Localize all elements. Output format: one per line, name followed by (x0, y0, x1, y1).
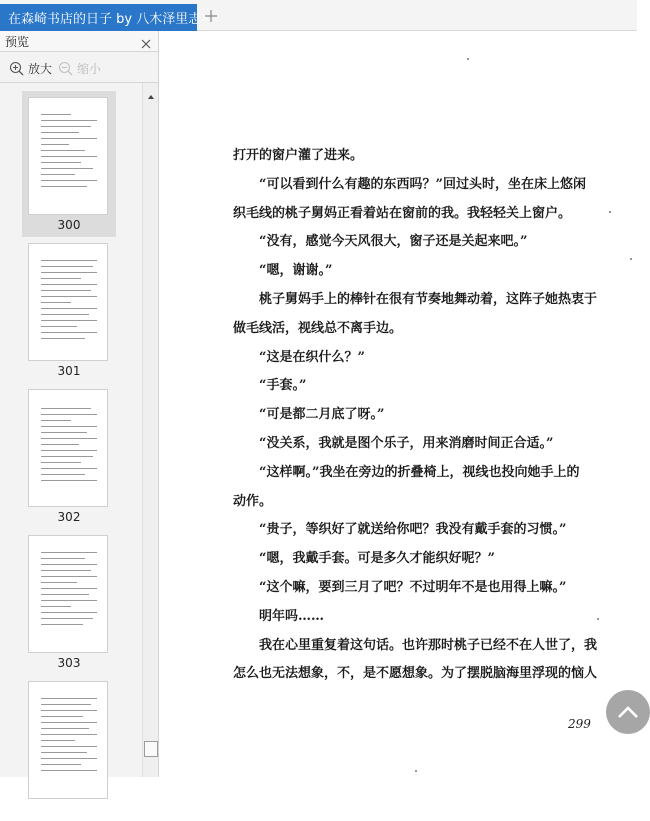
page-thumbnail-300[interactable] (22, 91, 116, 237)
zoom-in-button[interactable] (9, 60, 52, 77)
text-line: “可以看到什么有趣的东西吗？”回过头时，坐在床上悠闲 (259, 177, 586, 192)
tab-bar (0, 0, 637, 31)
sidebar-close-icon[interactable] (140, 35, 152, 47)
text-line: “这个嘛，要到三月了吧？不过明年不是也用得上嘛。” (259, 580, 567, 595)
thumbnail-scrollbar[interactable] (142, 83, 158, 777)
scroll-up-arrow-icon[interactable] (146, 87, 156, 97)
text-line: “嗯，谢谢。” (259, 263, 333, 278)
text-line: “贵子，等织好了就送给你吧？我没有戴手套的习惯。” (259, 522, 567, 537)
sidebar-title: 预览 (5, 35, 30, 49)
page-thumbnail-302[interactable] (22, 383, 116, 529)
text-line: “可是都二月底了呀。” (259, 407, 385, 422)
text-line: 做毛线活，视线总不离手边。 (233, 321, 403, 336)
scrollbar-thumb[interactable] (144, 741, 158, 757)
thumbnail-page-image (28, 535, 108, 653)
thumbnail-label: 301 (57, 364, 81, 378)
back-to-top-button[interactable] (606, 690, 650, 734)
text-line: “这样啊。”我坐在旁边的折叠椅上，视线也投向她手上的 (259, 465, 580, 480)
page-thumbnail-303[interactable] (22, 529, 116, 675)
text-line: “手套。” (259, 378, 307, 393)
text-line: 织毛线的桃子舅妈正看着站在窗前的我。我轻轻关上窗户。 (233, 206, 572, 221)
thumbnail-page-image (28, 681, 108, 799)
new-tab-plus-icon[interactable] (202, 7, 220, 25)
thumbnail-label: 302 (57, 510, 81, 524)
thumbnail-page-image (28, 97, 108, 215)
text-line: 怎么也无法想象，不，是不愿想象。为了摆脱脑海里浮现的恼人 (233, 666, 598, 681)
thumbnail-label: 303 (57, 656, 81, 670)
thumbnail-page-image (28, 389, 108, 507)
preview-sidebar (0, 31, 159, 777)
scan-speck (467, 58, 469, 60)
page-thumbnail-304[interactable] (22, 675, 116, 821)
tab-title: 在森崎书店的日子 by 八木泽里志 (8, 12, 202, 27)
zoom-in-icon (9, 61, 24, 76)
thumbnail-label: 300 (57, 218, 81, 232)
zoom-out-label: 缩小 (77, 62, 102, 76)
text-line: 打开的窗户灌了进来。 (233, 148, 364, 163)
thumbnail-list (0, 83, 142, 777)
text-line: 我在心里重复着这句话。也许那时桃子已经不在人世了，我 (259, 638, 598, 653)
text-line: “嗯，我戴手套。可是多久才能织好呢？” (259, 551, 495, 566)
text-line: 桃子舅妈手上的棒针在很有节奏地舞动着，这阵子她热衷于 (259, 292, 598, 307)
sidebar-header (0, 31, 158, 52)
chevron-up-icon (616, 704, 640, 720)
text-line: “这是在织什么？” (259, 350, 365, 365)
document-tab[interactable] (0, 4, 202, 31)
zoom-out-button[interactable] (58, 60, 101, 77)
scan-speck (630, 258, 632, 260)
scan-speck (597, 618, 599, 620)
page-view (160, 31, 637, 777)
page-number: 299 (568, 717, 591, 731)
text-line: 明年吗…… (259, 609, 325, 624)
text-line: “没关系，我就是图个乐子，用来消磨时间正合适。” (259, 436, 554, 451)
zoom-out-icon (58, 61, 73, 76)
scan-speck (415, 770, 417, 772)
text-line: 动作。 (233, 494, 273, 509)
page-thumbnail-301[interactable] (22, 237, 116, 383)
thumbnail-page-image (28, 243, 108, 361)
text-line: “没有，感觉今天风很大，窗子还是关起来吧。” (259, 234, 528, 249)
scan-speck (609, 211, 611, 213)
zoom-in-label: 放大 (28, 62, 53, 76)
zoom-toolbar (0, 53, 158, 83)
